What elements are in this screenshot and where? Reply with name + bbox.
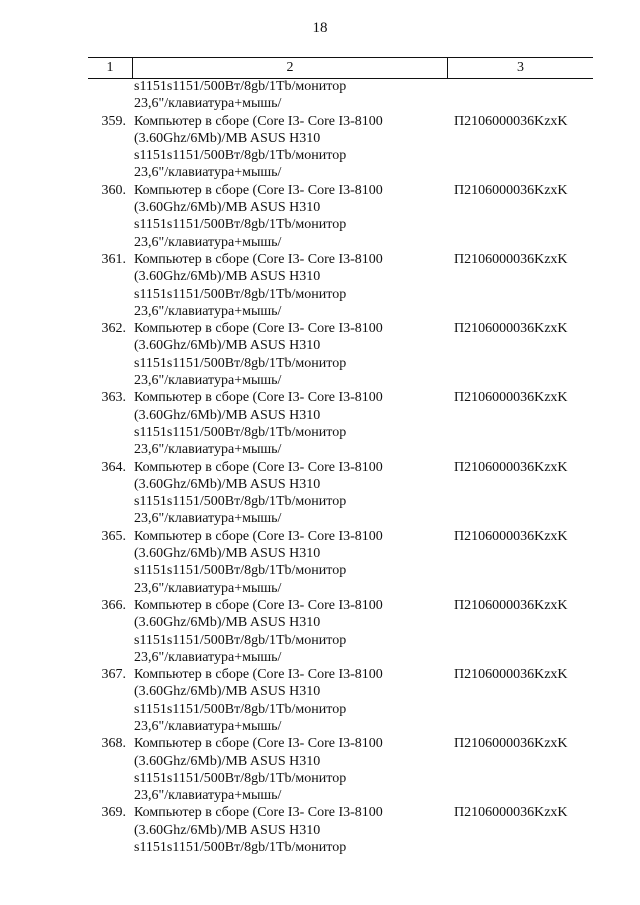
- description-line: s1151s1151/500Вт/8gb/1Tb/монитор: [134, 286, 347, 302]
- table-row: [88, 251, 593, 320]
- description-line: s1151s1151/500Вт/8gb/1Tb/монитор: [134, 563, 347, 579]
- description-line: (3.60Ghz/6Mb)/MB ASUS H310: [134, 753, 321, 769]
- row-number: 360.: [101, 182, 126, 198]
- row-code: П2106000036KzxK: [454, 459, 568, 475]
- row-code: П2106000036KzxK: [454, 390, 568, 406]
- description-line: s1151s1151/500Вт/8gb/1Tb/монитор: [134, 701, 347, 717]
- description-line: s1151s1151/500Вт/8gb/1Tb/монитор: [134, 424, 347, 440]
- table-row: [88, 459, 593, 528]
- row-description: [132, 666, 448, 735]
- description-line: 23,6"/клавиатура+мышь/: [134, 511, 282, 527]
- row-code: П2106000036KzxK: [454, 113, 568, 129]
- description-line: 23,6"/клавиатура+мышь/: [134, 442, 282, 458]
- description-line: Компьютер в сборе (Core I3- Core I3-8100: [134, 390, 383, 406]
- description-line: 23,6"/клавиатура+мышь/: [134, 580, 282, 596]
- description-line: Компьютер в сборе (Core I3- Core I3-8100: [134, 736, 383, 752]
- row-description: [132, 78, 448, 113]
- description-line: s1151s1151/500Вт/8gb/1Tb/монитор: [134, 148, 347, 164]
- row-code: П2106000036KzxK: [454, 321, 568, 337]
- description-line: 23,6"/клавиатура+мышь/: [134, 303, 282, 319]
- row-number: 364.: [101, 459, 126, 475]
- description-line: Компьютер в сборе (Core I3- Core I3-8100: [134, 667, 383, 683]
- description-line: Компьютер в сборе (Core I3- Core I3-8100: [134, 805, 383, 821]
- row-code: П2106000036KzxK: [454, 528, 568, 544]
- row-description: [132, 528, 448, 597]
- row-code: П2106000036KzxK: [454, 597, 568, 613]
- table-body: [88, 78, 593, 856]
- table-row: [88, 597, 593, 666]
- table-row: [88, 182, 593, 251]
- row-code: [448, 78, 593, 113]
- description-line: s1151s1151/500Вт/8gb/1Tb/монитор: [134, 840, 347, 856]
- description-line: (3.60Ghz/6Mb)/MB ASUS H310: [134, 546, 321, 562]
- table-row: [88, 528, 593, 597]
- description-line: Компьютер в сборе (Core I3- Core I3-8100: [134, 182, 383, 198]
- row-description: [132, 113, 448, 182]
- description-line: (3.60Ghz/6Mb)/MB ASUS H310: [134, 130, 321, 146]
- page-number: 18: [312, 20, 328, 36]
- description-line: Компьютер в сборе (Core I3- Core I3-8100: [134, 321, 383, 337]
- table-row: [88, 113, 593, 182]
- table-row: [88, 804, 593, 856]
- row-description: [132, 182, 448, 251]
- description-line: 23,6"/клавиатура+мышь/: [134, 165, 282, 181]
- description-line: (3.60Ghz/6Mb)/MB ASUS H310: [134, 338, 321, 354]
- row-description: [132, 804, 448, 856]
- header-col-2: 2: [133, 58, 448, 78]
- table-row: [88, 666, 593, 735]
- row-description: [132, 389, 448, 458]
- description-line: s1151s1151/500Вт/8gb/1Tb/монитор: [134, 770, 347, 786]
- row-number: 366.: [101, 597, 126, 613]
- row-number: 362.: [101, 321, 126, 337]
- row-description: [132, 320, 448, 389]
- description-line: 23,6"/клавиатура+мышь/: [134, 788, 282, 804]
- continuation-row: [88, 78, 593, 113]
- row-number: 368.: [101, 736, 126, 752]
- row-code: П2106000036KzxK: [454, 736, 568, 752]
- row-number: 363.: [101, 390, 126, 406]
- description-line: (3.60Ghz/6Mb)/MB ASUS H310: [134, 476, 321, 492]
- description-line: s1151s1151/500Вт/8gb/1Tb/монитор: [134, 79, 347, 94]
- row-code: П2106000036KzxK: [454, 667, 568, 683]
- description-line: s1151s1151/500Вт/8gb/1Tb/монитор: [134, 632, 347, 648]
- row-number: 365.: [101, 528, 126, 544]
- table-row: [88, 735, 593, 804]
- row-number: 359.: [101, 113, 126, 129]
- description-line: (3.60Ghz/6Mb)/MB ASUS H310: [134, 684, 321, 700]
- description-line: Компьютер в сборе (Core I3- Core I3-8100: [134, 459, 383, 475]
- description-line: 23,6"/клавиатура+мышь/: [134, 649, 282, 665]
- description-line: (3.60Ghz/6Mb)/MB ASUS H310: [134, 407, 321, 423]
- row-code: П2106000036KzxK: [454, 251, 568, 267]
- row-code: П2106000036KzxK: [454, 805, 568, 821]
- row-description: [132, 459, 448, 528]
- row-code: П2106000036KzxK: [454, 182, 568, 198]
- table-row: [88, 320, 593, 389]
- description-line: (3.60Ghz/6Mb)/MB ASUS H310: [134, 615, 321, 631]
- header-col-3: 3: [517, 60, 524, 75]
- description-line: s1151s1151/500Вт/8gb/1Tb/монитор: [134, 355, 347, 371]
- row-number: 369.: [101, 805, 126, 821]
- description-line: s1151s1151/500Вт/8gb/1Tb/монитор: [134, 217, 347, 233]
- row-number: 367.: [101, 667, 126, 683]
- description-line: Компьютер в сборе (Core I3- Core I3-8100: [134, 113, 383, 129]
- description-line: Компьютер в сборе (Core I3- Core I3-8100: [134, 597, 383, 613]
- description-line: Компьютер в сборе (Core I3- Core I3-8100: [134, 251, 383, 267]
- row-description: [132, 251, 448, 320]
- header-col-1: 1: [88, 58, 133, 78]
- row-description: [132, 735, 448, 804]
- description-line: 23,6"/клавиатура+мышь/: [134, 96, 282, 112]
- description-line: s1151s1151/500Вт/8gb/1Tb/монитор: [134, 494, 347, 510]
- description-line: Компьютер в сборе (Core I3- Core I3-8100: [134, 528, 383, 544]
- description-line: (3.60Ghz/6Mb)/MB ASUS H310: [134, 269, 321, 285]
- description-line: 23,6"/клавиатура+мышь/: [134, 718, 282, 734]
- table-row: [88, 389, 593, 458]
- row-number: [88, 78, 132, 113]
- description-line: (3.60Ghz/6Mb)/MB ASUS H310: [134, 822, 321, 838]
- row-number: 361.: [101, 251, 126, 267]
- description-line: (3.60Ghz/6Mb)/MB ASUS H310: [134, 200, 321, 216]
- row-description: [132, 597, 448, 666]
- table-header: [88, 57, 593, 79]
- description-line: 23,6"/клавиатура+мышь/: [134, 373, 282, 389]
- description-line: 23,6"/клавиатура+мышь/: [134, 234, 282, 250]
